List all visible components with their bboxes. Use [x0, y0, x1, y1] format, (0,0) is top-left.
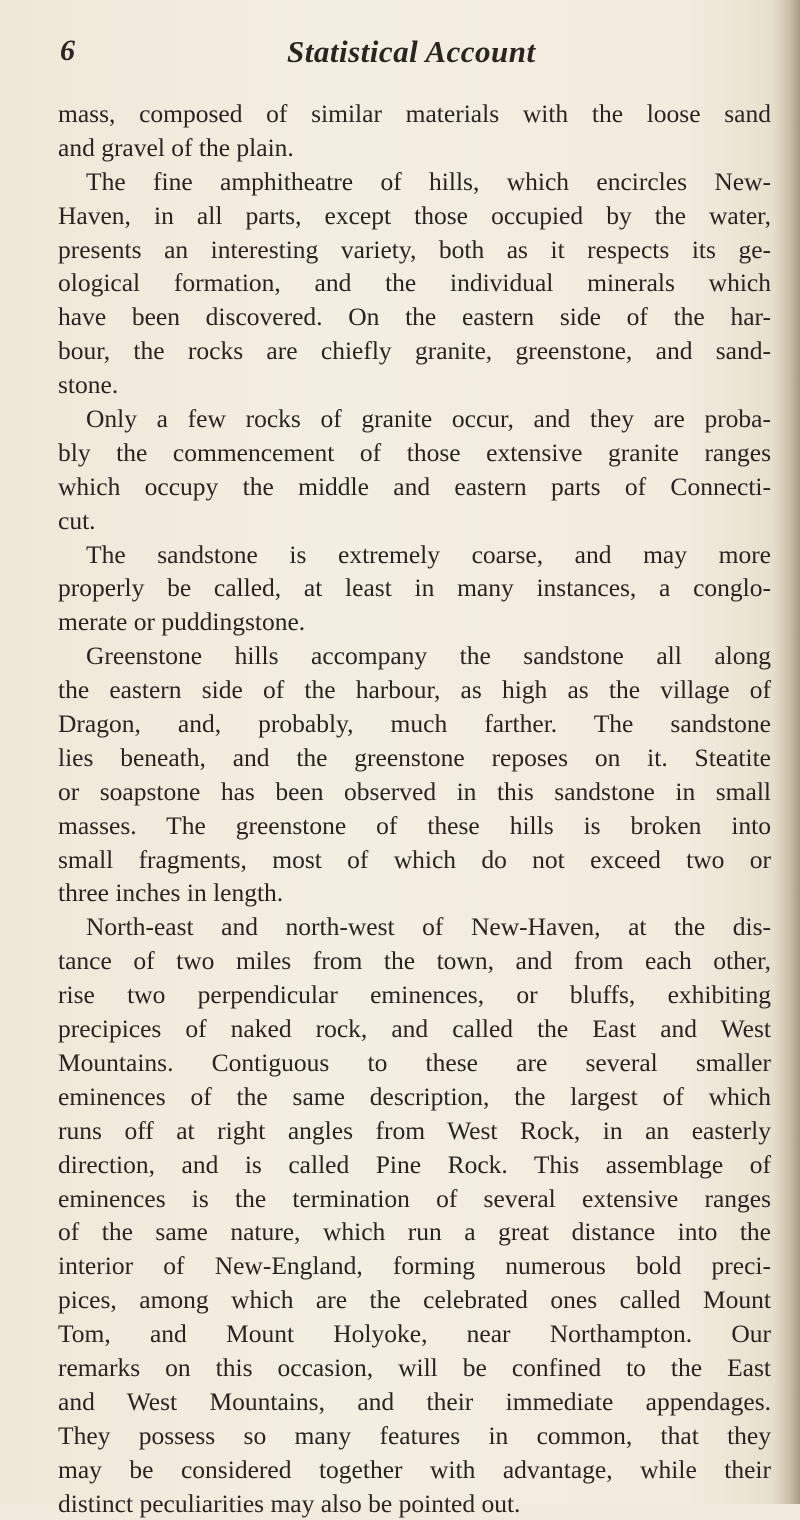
text-line: of the same nature, which run a great distance into the	[58, 1217, 771, 1247]
running-head	[52, 34, 772, 84]
text-line: precipices of naked rock, and called the East and West	[58, 1014, 771, 1044]
body-text	[58, 97, 771, 1520]
text-line: merate or puddingstone.	[58, 607, 306, 637]
text-line: Mountains. Contiguous to these are several smaller	[58, 1047, 771, 1077]
text-line: remarks on this occasion, will be confined to the East	[58, 1352, 771, 1382]
text-line: and gravel of the plain.	[58, 132, 294, 162]
text-line: North-east and north-west of New-Haven, at the dis-	[86, 912, 771, 942]
text-line: distinct peculiarities may also be pointed out.	[58, 1488, 521, 1518]
text-line: cut.	[58, 505, 96, 535]
text-line: and West Mountains, and their immediate appendages.	[58, 1386, 771, 1416]
text-line: mass, composed of similar materials with the loose sand	[58, 99, 771, 128]
text-line: interior of New-England, forming numerous bold preci-	[58, 1251, 771, 1281]
text-line: or soapstone has been observed in this sandstone in small	[58, 776, 771, 806]
text-line: pices, among which are the celebrated ones called Mount	[58, 1285, 771, 1315]
text-line: stone.	[58, 370, 119, 400]
running-title: Statistical Account	[287, 34, 536, 69]
text-line: have been discovered. On the eastern side of the har-	[58, 302, 771, 332]
text-line: may be considered together with advantage, while their	[58, 1454, 771, 1484]
text-line: Greenstone hills accompany the sandstone all along	[86, 641, 771, 671]
text-line: the eastern side of the harbour, as high as the village of	[58, 675, 771, 705]
text-line: three inches in length.	[58, 878, 284, 908]
text-line: Haven, in all parts, except those occupied by the water,	[58, 200, 771, 230]
text-line: ological formation, and the individual minerals which	[58, 268, 771, 298]
text-line: properly be called, at least in many instances, a conglo-	[58, 573, 771, 603]
text-line: presents an interesting variety, both as it respects its ge-	[58, 234, 771, 264]
text-line: eminences is the termination of several extensive ranges	[58, 1183, 771, 1213]
text-line: which occupy the middle and eastern parts of Connecti-	[58, 471, 771, 501]
text-line: rise two perpendicular eminences, or bluffs, exhibiting	[58, 980, 771, 1010]
text-line: bour, the rocks are chiefly granite, greenstone, and sand-	[58, 336, 771, 366]
text-line: direction, and is called Pine Rock. This assemblage of	[58, 1149, 771, 1179]
text-line: The sandstone is extremely coarse, and may more	[86, 539, 771, 569]
text-line: bly the commencement of those extensive granite ranges	[58, 437, 771, 467]
text-line: The fine amphitheatre of hills, which encircles New-	[86, 166, 771, 196]
text-line: Tom, and Mount Holyoke, near Northampton. Our	[58, 1319, 771, 1349]
text-line: lies beneath, and the greenstone reposes on it. Steatite	[58, 742, 771, 772]
page-edge-shadow	[774, 0, 800, 1504]
text-line: tance of two miles from the town, and from each other,	[58, 946, 771, 976]
page-number: 6	[60, 34, 75, 67]
text-line: small fragments, most of which do not exceed two or	[58, 844, 771, 874]
text-line: runs off at right angles from West Rock, in an easterly	[58, 1115, 771, 1145]
text-line: Dragon, and, probably, much farther. The sandstone	[58, 709, 771, 739]
text-line: eminences of the same description, the largest of which	[58, 1081, 771, 1111]
text-line: They possess so many features in common, that they	[58, 1420, 771, 1450]
text-line: Only a few rocks of granite occur, and they are proba-	[86, 404, 771, 434]
text-line: masses. The greenstone of these hills is broken into	[58, 810, 771, 840]
